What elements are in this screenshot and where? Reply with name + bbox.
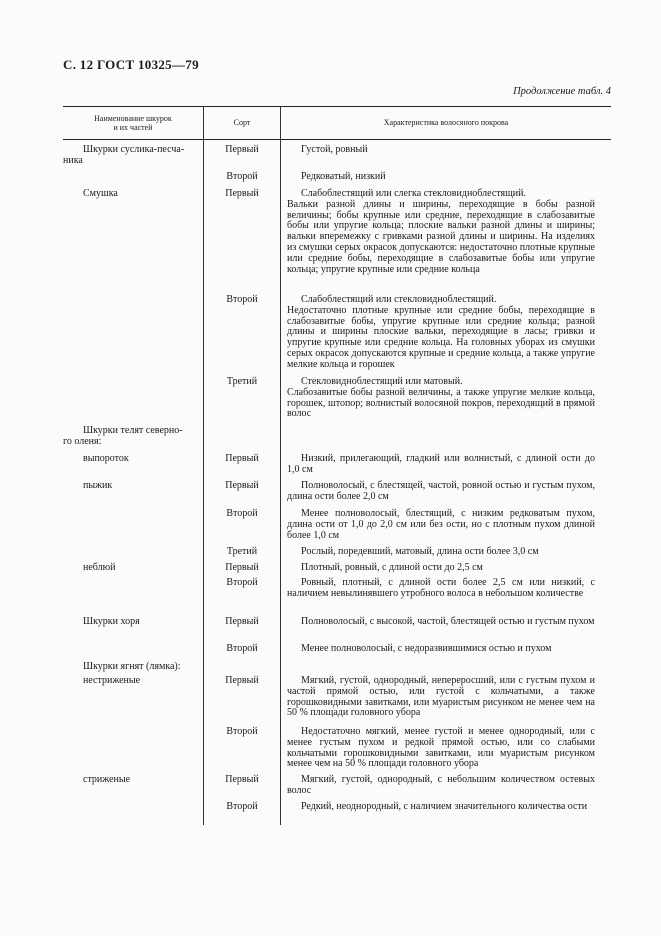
column-divider bbox=[203, 107, 204, 139]
table-row-name: выпороток bbox=[83, 453, 129, 464]
table-row-characteristic: Недостаточно мягкий, менее густой и менее однородный, или с менее густым пухом и редкой прямой остью, или со слабыми кольчатыми горошковидными завитками, или муаристым рисунком менее чем на 50 % площади головного убора bbox=[287, 726, 595, 770]
table-row-name: неблюй bbox=[83, 562, 116, 573]
column-header-grade: Сорт bbox=[233, 118, 251, 128]
table-row-grade: Второй bbox=[226, 577, 258, 588]
table-row-name: Шкурки суслика-песча- ника bbox=[63, 144, 185, 166]
table-row-characteristic: Редкий, неоднородный, с наличием значительного количества ости bbox=[301, 801, 588, 812]
table-row-grade: Первый bbox=[225, 562, 259, 573]
column-header-name: Наименование шкурок и их частей bbox=[94, 113, 172, 132]
table-row-name: нестриженые bbox=[83, 675, 141, 686]
table-row-characteristic: Рослый, поредевший, матовый, длина ости более 3,0 см bbox=[301, 546, 539, 557]
table-row-characteristic: Полноволосый, с блестящей, частой, ровной остью и густым пухом, длина ости более 2,0 см bbox=[287, 480, 595, 502]
table-row-grade: Первый bbox=[225, 616, 259, 627]
table-row-characteristic: Низкий, прилегающий, гладкий или волнистый, с длиной ости до 1,0 см bbox=[287, 453, 595, 475]
table-body bbox=[63, 140, 611, 825]
table-row-grade: Второй bbox=[226, 726, 258, 737]
table-row-characteristic: Слабоблестящий или стекловиднoблестящий. Недостаточно плотные крупные или средние бобы, переходящие в слабозавитые бобы, упругие крупные или средние кольца; разной длины и ширины плоские вальки, переходящие в ласы; гривки и упругие крупные или средние кольца. На головных уборах из смушки серых окрасок допускаются крупные и средние кольца, а также упругие мелкие кольца и горошек bbox=[287, 294, 595, 370]
table-row-grade: Второй bbox=[226, 171, 258, 182]
table-row-characteristic: Редковатый, низкий bbox=[301, 171, 386, 182]
table-row-characteristic: Плотный, ровный, с длиной ости до 2,5 см bbox=[301, 562, 483, 573]
table-row-name: Смушка bbox=[83, 188, 118, 199]
table-row-characteristic: Менее полноволосый, блестящий, с низким редковатым пухом, длина ости от 1,0 до 2,0 см или без ости, но с плотным пухом длиной более 1,0 см bbox=[287, 508, 595, 541]
table-row-grade: Первый bbox=[225, 480, 259, 491]
table-row-characteristic: Мягкий, густой, однородный, с небольшим количеством остевых волос bbox=[287, 774, 595, 796]
table-row-grade: Первый bbox=[225, 675, 259, 686]
table-header bbox=[63, 106, 611, 140]
table-row-grade: Третий bbox=[226, 376, 258, 387]
table-row-grade: Второй bbox=[226, 294, 258, 305]
table-row-characteristic: Слабоблестящий или слегка стекловиднoблестящий. Вальки разной длины и ширины, переходящие в бобы разной величины; бобы крупные или средние, переходящие в слабозавитые бобы или упругие кольца; плоские вальки разной длины и ширины; вальки вперемежку с гривками разной длины и ширины. На изделиях из смушки серых окрасок допускаются: недостаточно плотные крупные или средние бобы, переходящие в слабозавитые бобы или упругие кольца; упругие крупные или средние кольца bbox=[287, 188, 595, 275]
table-row-grade: Второй bbox=[226, 643, 258, 654]
table-row-grade: Первый bbox=[225, 774, 259, 785]
table-row-grade: Первый bbox=[225, 188, 259, 199]
column-header-characteristic: Характеристика волосяного покрова bbox=[383, 118, 509, 128]
table-row-grade: Первый bbox=[225, 144, 259, 155]
column-divider bbox=[280, 140, 281, 825]
table-row-characteristic: Густой, ровный bbox=[301, 144, 368, 155]
table-row-characteristic: Полноволосый, с высокой, частой, блестящей остью и густым пухом bbox=[301, 616, 595, 627]
characteristics-table bbox=[63, 106, 611, 825]
table-row-name: Шкурки ягнят (лямка): bbox=[83, 661, 181, 672]
table-row-characteristic: Ровный, плотный, с длиной ости более 2,5 см или низкий, с наличием невылинявшего утробного волоса в небольшом количестве bbox=[287, 577, 595, 599]
table-row-name: пыжик bbox=[83, 480, 113, 491]
table-row-name: Шкурки хоря bbox=[83, 616, 140, 627]
table-row-grade: Первый bbox=[225, 453, 259, 464]
column-divider bbox=[280, 107, 281, 139]
table-row-grade: Второй bbox=[226, 508, 258, 519]
table-continuation-label: Продолжение табл. 4 bbox=[513, 86, 611, 97]
page-header: С. 12 ГОСТ 10325—79 bbox=[63, 57, 199, 72]
table-row-name: стриженые bbox=[83, 774, 131, 785]
table-row-characteristic: Стекловиднoблестящий или матовый. Слабозавитые бобы разной величины, а также упругие мелкие кольца, горошек, штопор; волнистый волосяной покров, переходящий в прямой волос bbox=[287, 376, 595, 420]
table-row-characteristic: Менее полноволосый, с недоразвившимися остью и пухом bbox=[301, 643, 552, 654]
table-row-grade: Третий bbox=[226, 546, 258, 557]
table-row-grade: Второй bbox=[226, 801, 258, 812]
table-row-name: Шкурки телят северно- го оленя: bbox=[63, 425, 183, 447]
table-row-characteristic: Мягкий, густой, однородный, непереросший, или с густым пухом и частой прямой остью, или густой с кольчатыми, а также горошковидными завитками, или муаристым рисунком не менее чем на 50 % площади головного убора bbox=[287, 675, 595, 719]
